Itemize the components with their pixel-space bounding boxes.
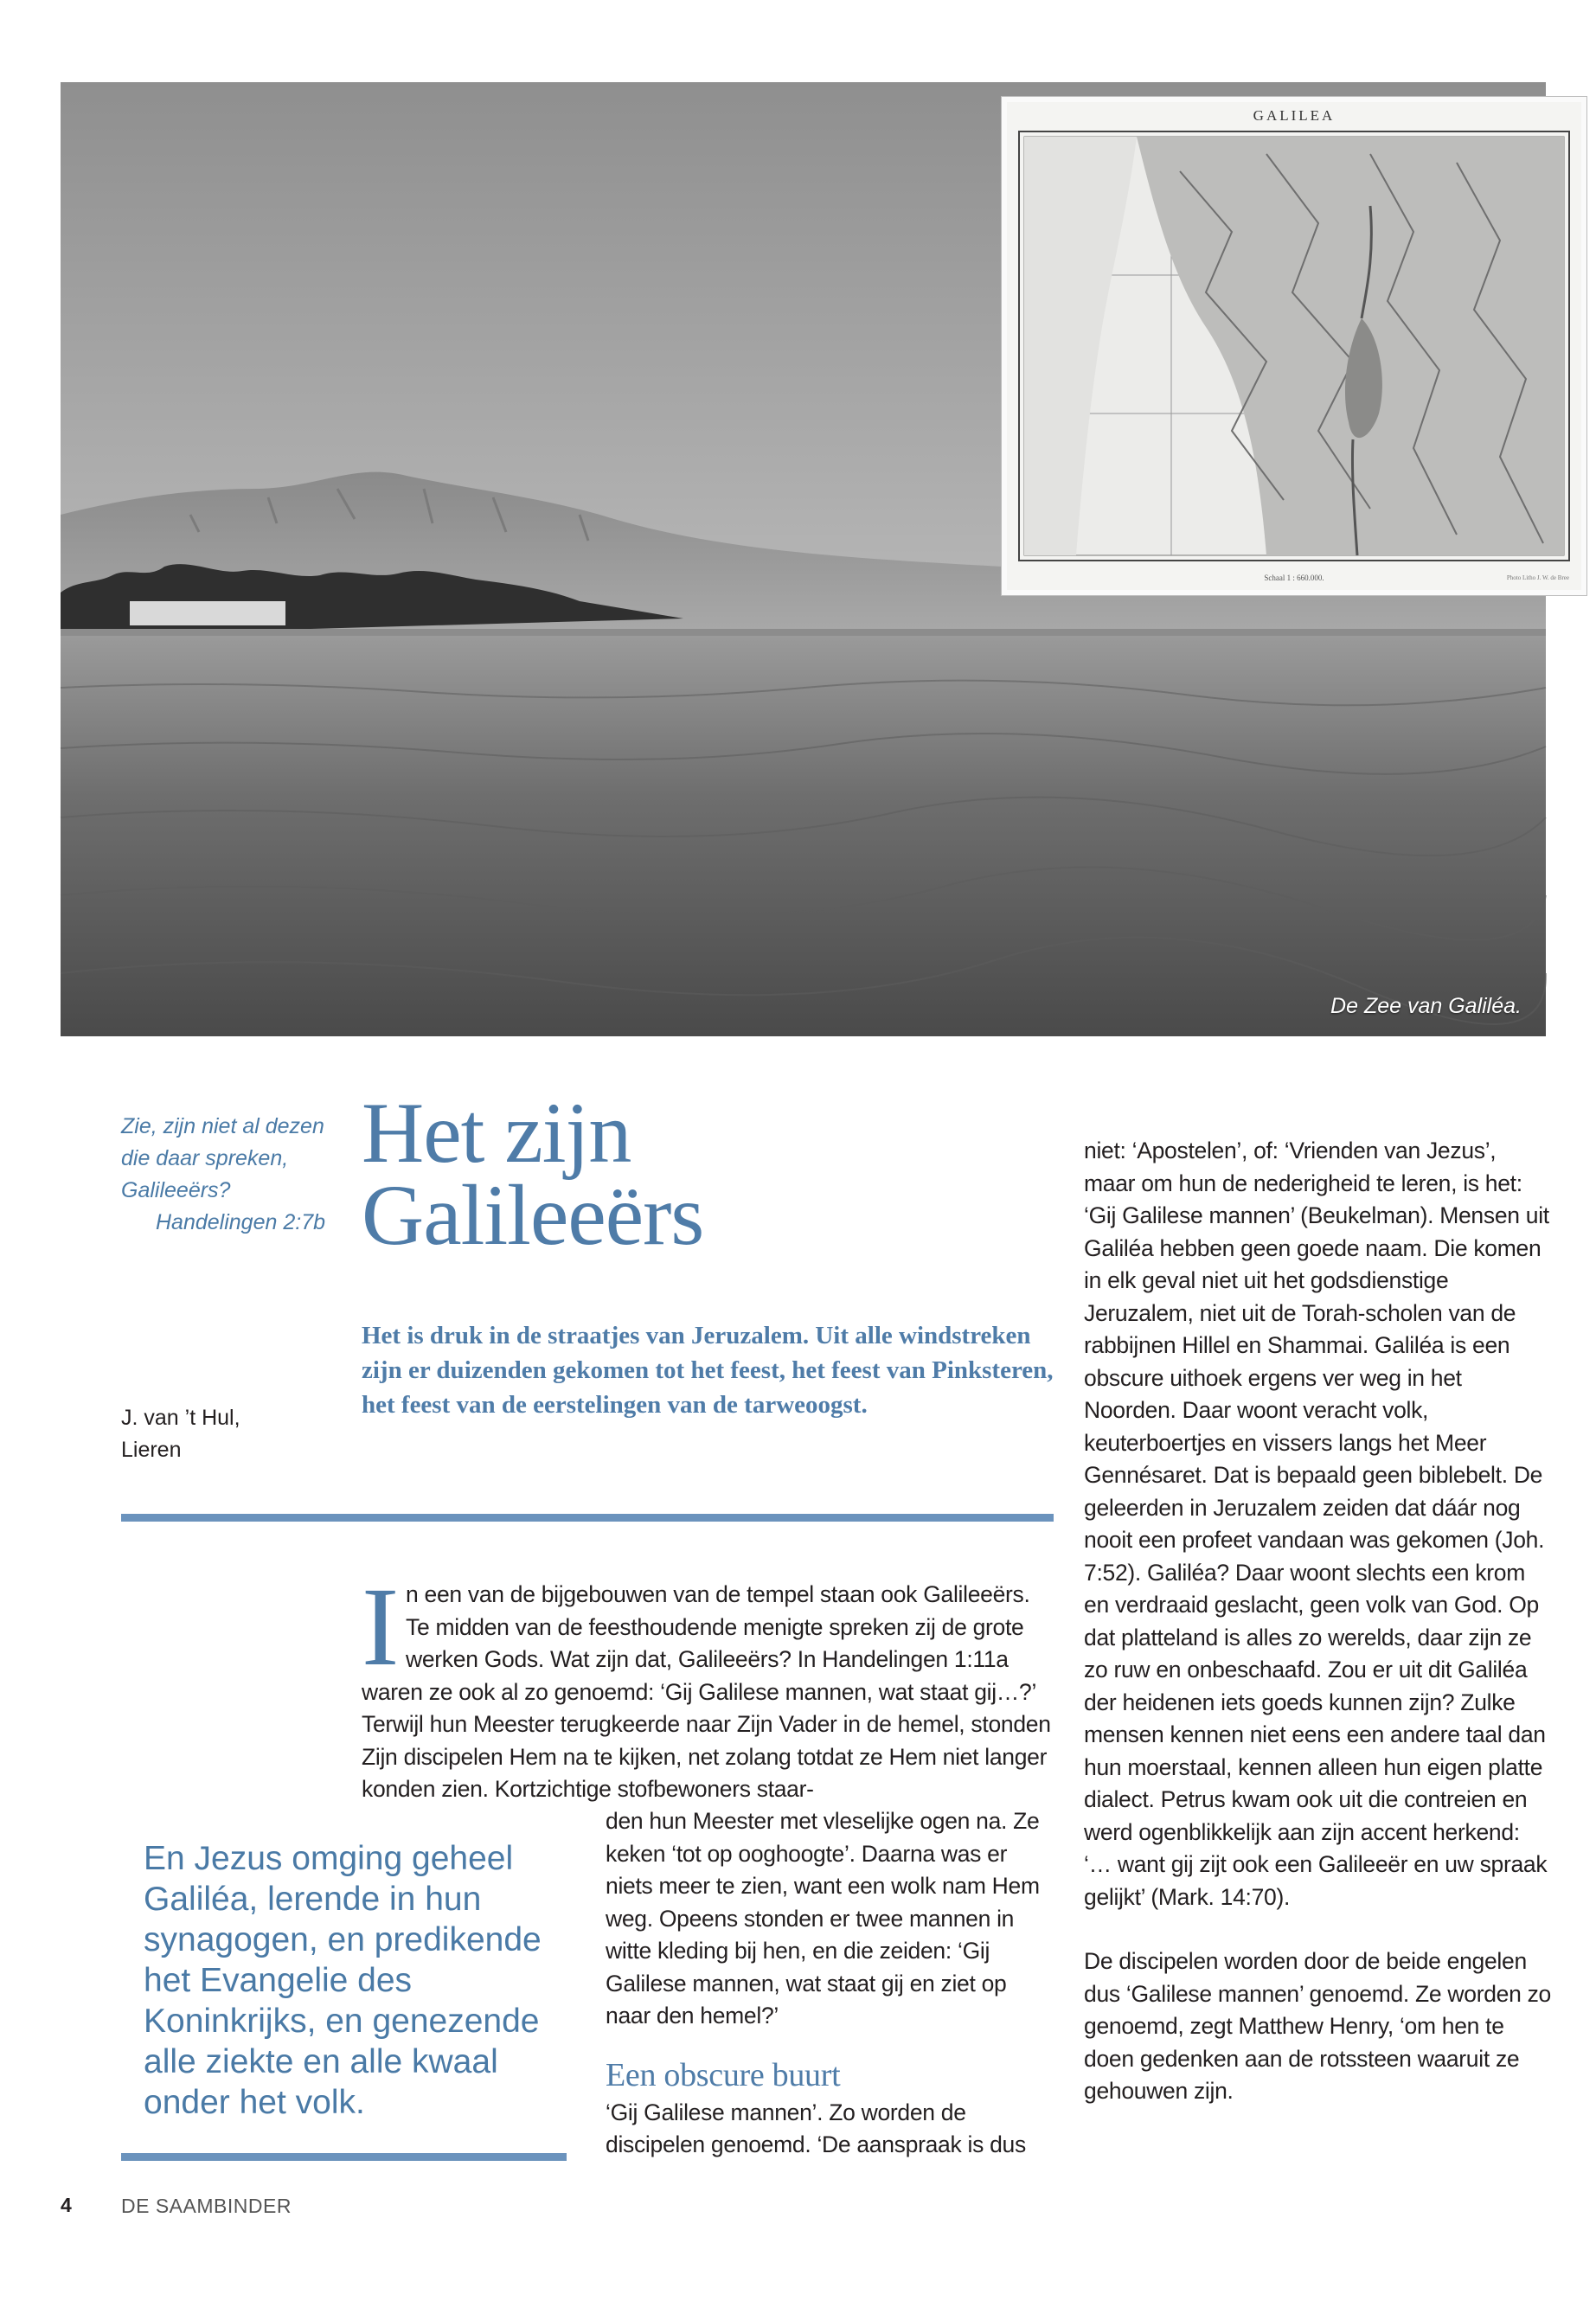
photo-caption: De Zee van Galiléa.: [1330, 994, 1522, 1018]
body-column-1: [362, 1565, 1058, 1806]
title-line-1: Het zijn: [362, 1085, 631, 1181]
paragraph-4: De discipelen worden door de beide engelen dus ‘Galilese mannen’ genoemd. Ze worden zo genoemd, zegt Matthew Henry, ‘om hen te doen gedenken aan de rotssteen waaruit ze gehouwen zijn.: [1084, 1948, 1551, 2104]
map-credit: Photo Litho J. W. de Bree: [1506, 574, 1569, 581]
author-byline: [121, 1402, 320, 1466]
pull-quote-rule: [121, 2153, 567, 2161]
galilea-map: [1002, 97, 1586, 595]
article-intro: Het is druk in de straatjes van Jeruzalem. Uit alle windstreken zijn er duizenden gekomen tot het feest, het feest van Pinksteren, het feest van de eerstelingen van de tarweoogst.: [362, 1322, 1054, 1419]
map-drawing: [1007, 102, 1581, 590]
paragraph-1b: den hun Meester met vleselijke ogen na. Ze keken ‘tot op ooghoogte’. Daarna was er niets meer te zien, want een wolk nam Hem weg. Opeens stonden er twee mannen in witte kleding bij hen, en die zeiden: ‘Gij Galilese mannen, wat staat gij en ziet op naar den hemel?’: [606, 1808, 1040, 2029]
body-column-3: [1084, 1135, 1551, 2108]
paragraph-3: niet: ‘Apostelen’, of: ‘Vrienden van Jezus’, maar om hun de nederigheid te leren, is het: ‘Gij Galilese mannen’ (Beukelman). Mensen uit Galiléa hebben geen goede naam. Die komen in elk geval niet uit het godsdienstige Jeruzalem, niet uit de Torah-scholen van de rabbijnen Hillel en Shammai. Galiléa is een obscure uithoek ergens ver weg in het Noorden. Daar woont veracht volk, keuterboertjes en vissers langs het Meer Gennésaret. Dat is bepaald geen biblebelt. De geleerden in Jeruzalem zeiden dat dáár nog nooit een profeet vandaan was gekomen (Joh. 7:52). Galiléa? Daar woont slechts een krom en verdraaid geslacht, geen volk van God. Op dat platteland is alles zo werelds, daar zijn ze zo ruw en onbeschaafd. Zou er uit dit Galiléa der heidenen iets goeds kunnen zijn? Zulke mensen kennen niet eens een andere taal dan hun moerstaal, kennen alleen hun eigen platte dialect. Petrus kwam ook uit die contreien en werd ogenblikkelijk aan zijn accent herkend: ‘… want gij zijt ook een Galileeër en uw spraak gelijkt’ (Mark. 14:70).: [1084, 1138, 1549, 1910]
subheading: Een obscure buurt: [606, 2056, 841, 2093]
author-name: J. van ’t Hul,: [121, 1406, 240, 1430]
paragraph-2: ‘Gij Galilese mannen’. Zo worden de discipelen genoemd. ‘De aanspraak is dus: [606, 2099, 1026, 2157]
divider-rule: [121, 1514, 1054, 1522]
magazine-name: DE SAAMBINDER: [121, 2195, 292, 2217]
article-title: [362, 1085, 881, 1263]
map-title: GALILEA: [1253, 107, 1336, 124]
map-scale: Schaal 1 : 660.000.: [1264, 574, 1324, 582]
paragraph-1a-text: n een van de bijgebouwen van de tempel staan ook Galileeërs. Te midden van de feesthoudende menigte spreken zij de grote werken Gods. Wat zijn dat, Galileeërs? In Handelingen 1:11a waren ze ook al zo genoemd: ‘Gij Galilese mannen, wat staat gij…?’ Terwijl hun Meester terugkeerde naar Zijn Vader in de hemel, stonden Zijn discipelen Hem na te kijken, net zolang totdat ze Hem niet langer konden zien. Kortzichtige stofbewoners staar-: [362, 1581, 1051, 1802]
title-line-2: Galileeërs: [362, 1167, 704, 1263]
epigraph-text: Zie, zijn niet al dezen die daar spreken, Galileeërs?: [121, 1114, 324, 1202]
page-number: 4: [61, 2194, 72, 2216]
epigraph: [121, 1111, 337, 1239]
body-column-2: [606, 1805, 1055, 2162]
paragraph-1a: [362, 1565, 1058, 1806]
drop-cap: I: [362, 1565, 399, 1689]
hero-photo: [61, 82, 1569, 1036]
epigraph-reference: Handelingen 2:7b: [156, 1210, 325, 1234]
author-place: Lieren: [121, 1438, 182, 1462]
pull-quote: En Jezus omging geheel Galiléa, lerende in hun synagogen, en predikende het Evangelie des Koninkrijks, en genezende alle ziekte en alle kwaal onder het volk.: [144, 1840, 542, 2121]
